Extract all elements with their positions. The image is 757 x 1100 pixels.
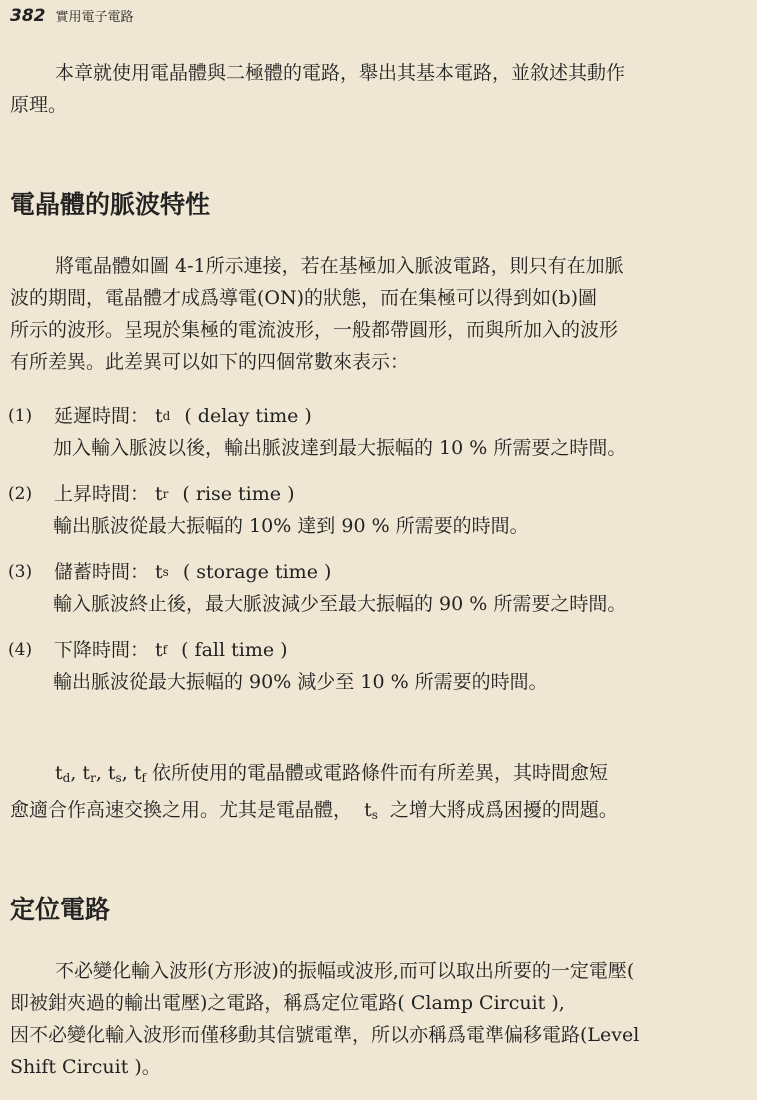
summary-text: 之增大將成爲困擾的問題。: [389, 799, 618, 821]
item-number: (3): [8, 562, 33, 582]
item-number: (2): [8, 484, 33, 504]
item-subscript: f: [162, 643, 168, 657]
text-line: 有所差異。此差異可以如下的四個常數來表示：: [10, 351, 410, 373]
item-symbol: t: [155, 561, 163, 583]
item-symbol: t: [155, 639, 163, 661]
intro-paragraph: [10, 57, 748, 121]
list-item-rise-time: [8, 478, 753, 542]
list-item-fall-time: [8, 634, 753, 698]
text-line: 將電晶體如圖 4-1所示連接，若在基極加入脈波電路，則只有在加脈: [55, 255, 624, 277]
item-subscript: d: [162, 409, 171, 423]
item-name: 延遲時間：: [54, 405, 150, 427]
item-term: ( rise time ): [182, 483, 295, 505]
item-name: 下降時間：: [54, 639, 150, 661]
text-line: 波的期間，電晶體才成爲導電(ON)的狀態，而在集極可以得到如(b)圖: [10, 287, 598, 309]
text-line: [10, 794, 748, 831]
text-line: 不必變化輸入波形(方形波)的振幅或波形,而可以取出所要的一定電壓(: [55, 960, 635, 982]
page-number: 382: [10, 6, 46, 26]
item-symbol: t: [155, 483, 163, 505]
item-number: (1): [8, 406, 33, 426]
item-description: 輸出脈波從最大振幅的 90% 減少至 10 % 所需要的時間。: [53, 671, 548, 693]
item-subscript: r: [162, 487, 169, 501]
section-heading-transistor-pulse: 電晶體的脈波特性: [10, 190, 211, 219]
symbol-ts: $t_s$: [364, 799, 378, 822]
summary-text: 愈適合作高速交換之用。尤其是電晶體，: [10, 799, 353, 821]
text-line: 原理。: [10, 94, 68, 116]
symbol-tr: $t_r$: [82, 762, 96, 785]
transistor-paragraph: [10, 250, 748, 378]
symbol-tf: $t_f$: [133, 762, 146, 785]
item-symbol: t: [155, 405, 163, 427]
text-line: Shift Circuit )。: [10, 1056, 161, 1078]
text-line: 因不必變化輸入波形而僅移動其信號電準，所以亦稱爲電準偏移電路(Level: [10, 1024, 640, 1046]
running-title: 實用電子電路: [55, 10, 134, 25]
item-description: 輸出脈波從最大振幅的 10% 達到 90 % 所需要的時間。: [53, 515, 529, 537]
text-line: $t_d$, $t_r$, $t_s$, $t_f$ 依所使用的電晶體或電路條件而有所差異，其時間愈短: [55, 762, 608, 785]
text-line: 所示的波形。呈現於集極的電流波形，一般都帶圓形，而與所加入的波形: [10, 319, 619, 341]
section-heading-clamp-circuit: 定位電路: [10, 895, 111, 924]
list-item-storage-time: [8, 556, 753, 620]
item-subscript: s: [162, 565, 169, 579]
item-name: 儲蓄時間：: [54, 561, 150, 583]
item-description: 加入輸入脈波以後，輸出脈波達到最大振幅的 10 % 所需要之時間。: [53, 437, 627, 459]
item-term: ( delay time ): [184, 405, 312, 427]
summary-text: 依所使用的電晶體或電路條件而有所差異，其時間愈短: [151, 762, 608, 784]
item-number: (4): [8, 640, 33, 660]
symbol-ts: $t_s$: [107, 762, 122, 785]
item-description: 輸入脈波終止後，最大脈波減少至最大振幅的 90 % 所需要之時間。: [53, 593, 627, 615]
text-line: 本章就使用電晶體與二極體的電路，舉出其基本電路，並敘述其動作: [55, 62, 626, 84]
text-line: 即被鉗夾過的輸出電壓)之電路，稱爲定位電路( Clamp Circuit ),: [10, 992, 565, 1014]
page-header: [10, 6, 134, 30]
list-item-delay-time: [8, 400, 753, 464]
summary-paragraph: [10, 757, 748, 831]
item-term: ( storage time ): [182, 561, 332, 583]
item-name: 上昇時間：: [54, 483, 150, 505]
clamp-paragraph: [10, 955, 748, 1083]
item-term: ( fall time ): [181, 639, 288, 661]
symbol-td: $t_d$: [55, 762, 71, 785]
